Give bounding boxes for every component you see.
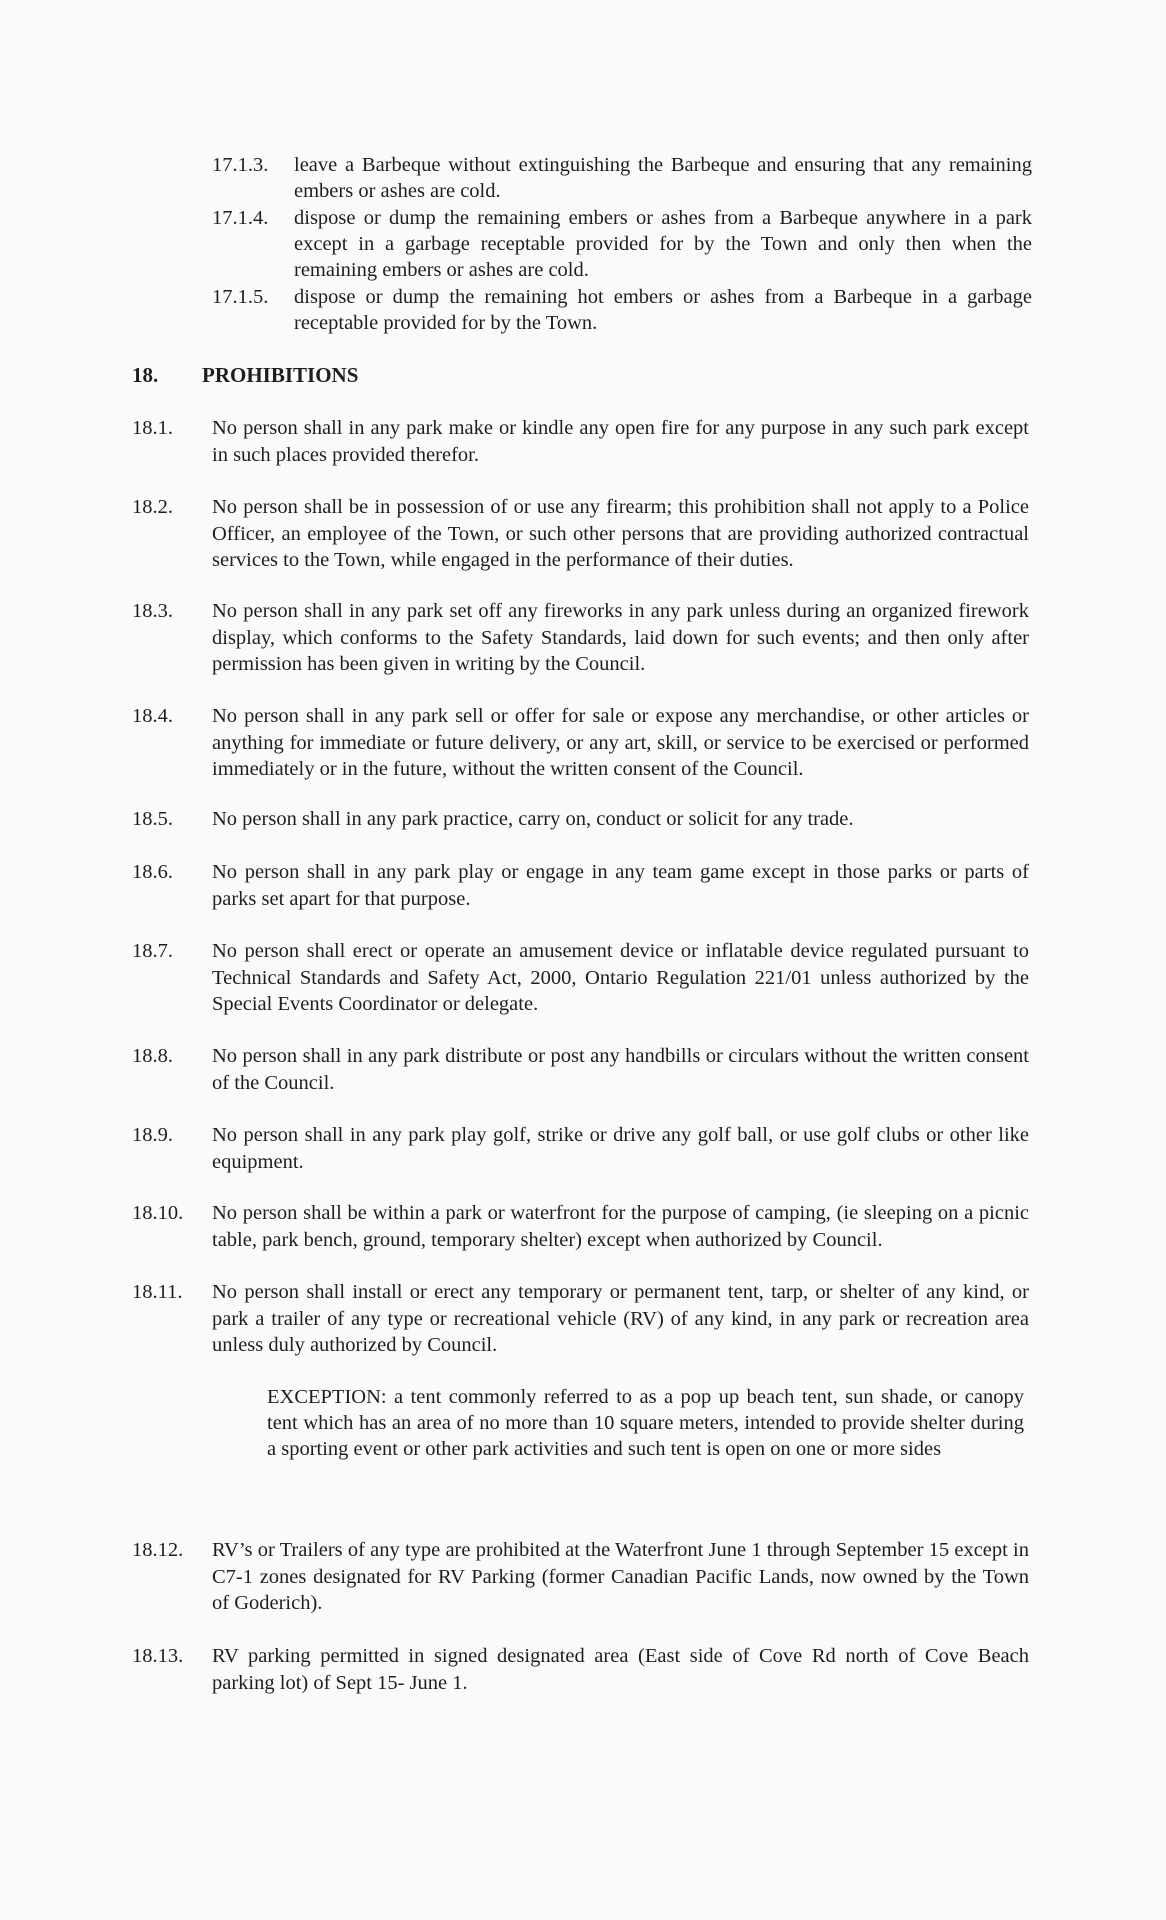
clause-number: 18.5. (132, 808, 173, 830)
clause-number: 18.2. (132, 496, 173, 518)
clause-number: 18.10. (132, 1202, 184, 1224)
clause-18-1 (132, 415, 1029, 468)
clause-text: No person shall install or erect any temporary or permanent tent, tarp, or shelter of any kind, or park a trailer of any type or recreational vehicle (RV) of any kind, in any park or recreation area unless duly authorized by Council. (212, 1281, 1029, 1356)
clause-text: No person shall in any park set off any fireworks in any park unless during an organized firework display, which conforms to the Safety Standards, laid down for such events; and then only after permission has been given in writing by the Council. (212, 600, 1029, 675)
clause-18-9 (132, 1122, 1029, 1175)
clause-18-7 (132, 938, 1029, 1018)
clause-text: No person shall in any park make or kindle any open fire for any purpose in any such park except in such places provided therefor. (212, 417, 1029, 466)
subclause-17-1-5 (212, 284, 1032, 336)
clause-number: 18.13. (132, 1645, 184, 1667)
clause-text: RV’s or Trailers of any type are prohibited at the Waterfront June 1 through September 15 except in C7-1 zones designated for RV Parking (former Canadian Pacific Lands, now owned by the Town of Goderich). (212, 1539, 1029, 1614)
clause-18-13 (132, 1643, 1029, 1696)
clause-18-12 (132, 1537, 1029, 1617)
subclause-text: leave a Barbeque without extinguishing the Barbeque and ensuring that any remaining embers or ashes are cold. (294, 154, 1032, 202)
clause-text: No person shall erect or operate an amusement device or inflatable device regulated pursuant to Technical Standards and Safety Act, 2000, Ontario Regulation 221/01 unless authorized by the Special Events Coordinator or delegate. (212, 940, 1029, 1015)
clause-number: 18.11. (132, 1281, 183, 1303)
clause-18-10 (132, 1200, 1029, 1253)
section-number: 18. (132, 363, 159, 387)
clause-18-4 (132, 703, 1029, 783)
subclause-number: 17.1.5. (212, 286, 269, 308)
clause-text: No person shall be in possession of or use any firearm; this prohibition shall not apply to a Police Officer, an employee of the Town, or such other persons that are providing authorized contractual services to the Town, while engaged in the performance of their duties. (212, 496, 1029, 571)
clause-18-11 (132, 1279, 1029, 1359)
clause-text: No person shall in any park sell or offer for sale or expose any merchandise, or other articles or anything for immediate or future delivery, or any art, skill, or service to be exercised or performed immediately or in the future, without the written consent of the Council. (212, 705, 1029, 780)
clause-text: No person shall in any park play golf, strike or drive any golf ball, or use golf clubs or other like equipment. (212, 1124, 1029, 1173)
exception-note: EXCEPTION: a tent commonly referred to as a pop up beach tent, sun shade, or canopy tent which has an area of no more than 10 square meters, intended to provide shelter during a sporting event or other park activities and such tent is open on one or more sides (267, 1386, 1024, 1460)
subclause-text: dispose or dump the remaining hot embers or ashes from a Barbeque in a garbage receptable provided for by the Town. (294, 286, 1032, 334)
clause-18-6 (132, 859, 1029, 912)
subclause-text: dispose or dump the remaining embers or ashes from a Barbeque anywhere in a park except in a garbage receptable provided for by the Town and only then when the remaining embers or ashes are cold. (294, 207, 1032, 281)
clause-number: 18.6. (132, 861, 173, 883)
subclause-17-1-4 (212, 205, 1032, 283)
clause-18-8 (132, 1043, 1029, 1096)
clause-number: 18.8. (132, 1045, 173, 1067)
clause-number: 18.12. (132, 1539, 184, 1561)
clause-text: No person shall in any park play or engage in any team game except in those parks or parts of parks set apart for that purpose. (212, 861, 1029, 910)
clause-number: 18.1. (132, 417, 173, 439)
clause-number: 18.7. (132, 940, 173, 962)
subclause-number: 17.1.3. (212, 154, 269, 176)
subclause-number: 17.1.4. (212, 207, 269, 229)
clause-text: No person shall be within a park or waterfront for the purpose of camping, (ie sleeping on a picnic table, park bench, ground, temporary shelter) except when authorized by Council. (212, 1202, 1029, 1251)
clause-number: 18.9. (132, 1124, 173, 1146)
subclause-17-1-3 (212, 152, 1032, 204)
clause-number: 18.4. (132, 705, 173, 727)
clause-18-5 (132, 806, 1029, 833)
clause-18-3 (132, 598, 1029, 678)
clause-text: No person shall in any park practice, carry on, conduct or solicit for any trade. (212, 808, 854, 830)
clause-number: 18.3. (132, 600, 173, 622)
clause-text: No person shall in any park distribute or post any handbills or circulars without the written consent of the Council. (212, 1045, 1029, 1094)
clause-18-2 (132, 494, 1029, 574)
section-title: PROHIBITIONS (202, 363, 359, 387)
clause-text: RV parking permitted in signed designated area (East side of Cove Rd north of Cove Beach parking lot) of Sept 15- June 1. (212, 1645, 1029, 1694)
